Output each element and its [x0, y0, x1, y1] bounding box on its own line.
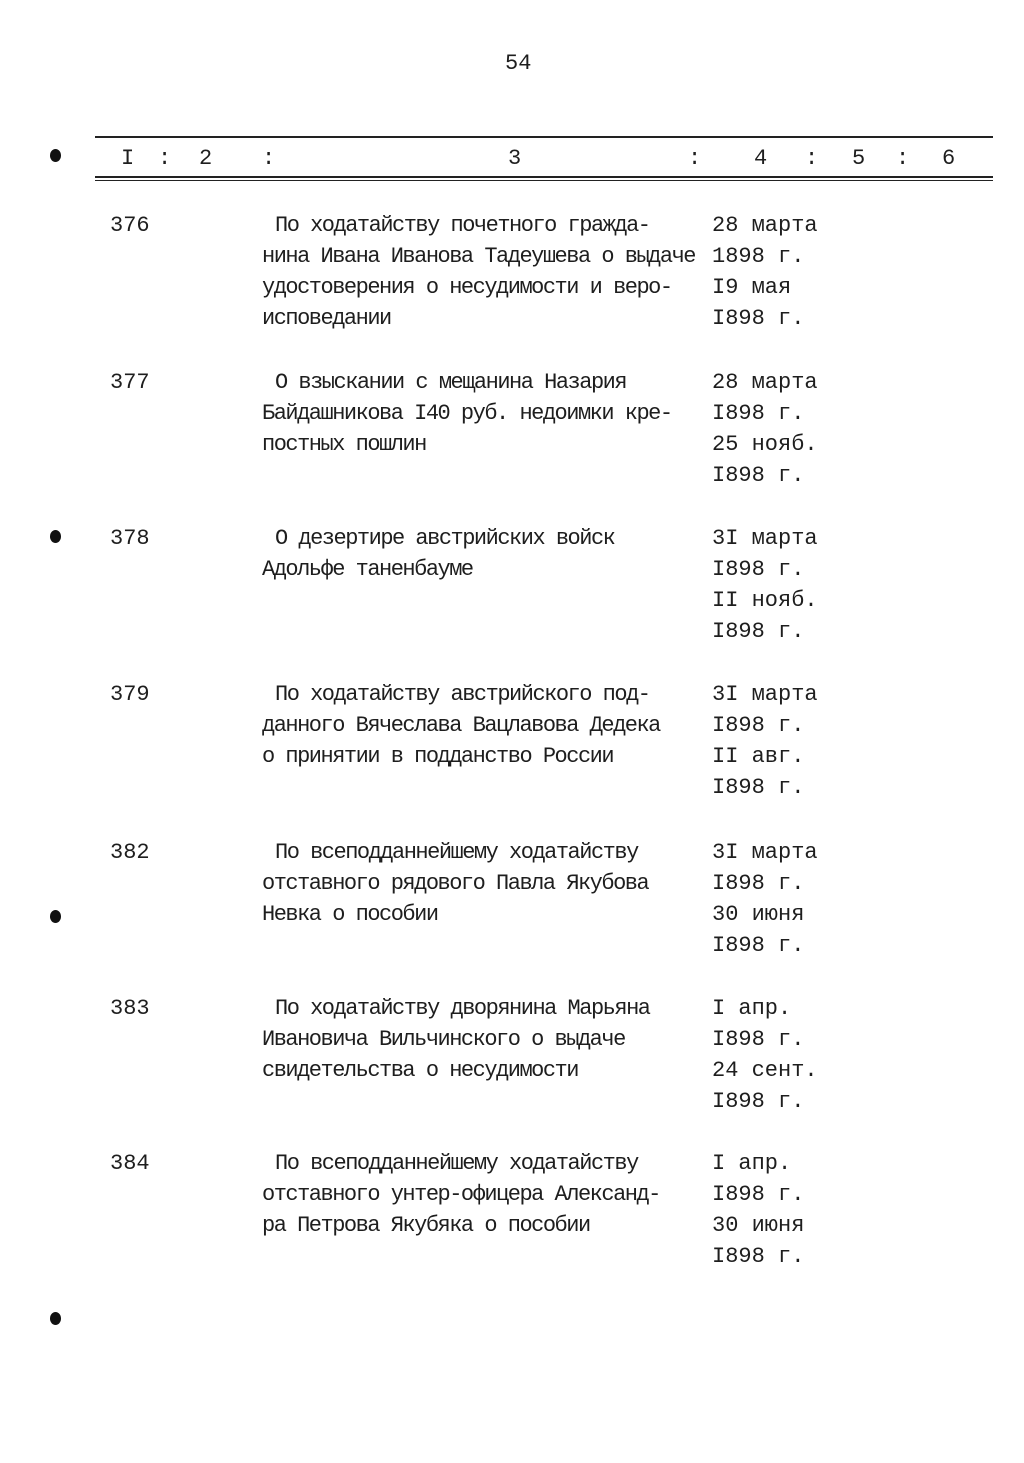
entry-dates [712, 837, 818, 961]
punch-hole-mark [50, 910, 61, 923]
entry-date-line: 30 июня [712, 1213, 805, 1238]
entry-date-line: I898 г. [712, 1244, 805, 1269]
table-row [0, 367, 1024, 507]
col-header-6: 6 [942, 146, 956, 171]
entry-title-line: По ходатайству почетного гражда- [275, 213, 650, 238]
entry-title [262, 993, 704, 1086]
entry-title-line: о принятии в подданство России [262, 744, 614, 769]
table-row [0, 837, 1024, 977]
col-header-4: 4 [754, 146, 768, 171]
entry-title-line: Невка о пособии [262, 902, 438, 927]
entry-date-line: 3I марта [712, 840, 818, 865]
entry-title-line: данного Вячеслава Вацлавова Дедека [262, 713, 660, 738]
entry-dates [712, 210, 818, 334]
col-header-2: 2 [199, 146, 213, 171]
table-row [0, 523, 1024, 663]
entry-number: 382 [110, 840, 150, 865]
entry-title-line: По всеподданнейшему ходатайству [275, 840, 638, 865]
entry-title-line: исповедании [262, 306, 391, 331]
table-row [0, 1148, 1024, 1288]
entry-title-line: По ходатайству дворянина Марьяна [275, 996, 650, 1021]
entry-date-line: 1898 г. [712, 244, 805, 269]
table-row [0, 679, 1024, 819]
entry-date-line: I898 г. [712, 775, 805, 800]
entry-date-line: I898 г. [712, 713, 805, 738]
entry-date-line: I апр. [712, 996, 792, 1021]
entry-number: 383 [110, 996, 150, 1021]
table-row [0, 210, 1024, 350]
entry-title-line: По всеподданнейшему ходатайству [275, 1151, 638, 1176]
entry-dates [712, 993, 818, 1117]
entry-title-line: О дезертире австрийских войск [275, 526, 615, 551]
entry-title-line: отставного унтер-офицера Александ- [262, 1182, 660, 1207]
entry-title [262, 1148, 704, 1241]
entry-date-line: 24 сент. [712, 1058, 818, 1083]
entry-date-line: I898 г. [712, 463, 805, 488]
entry-date-line: II нояб. [712, 588, 818, 613]
punch-hole-mark [50, 530, 61, 543]
entry-title-line: О взыскании с мещанина Назария [275, 370, 627, 395]
header-bottom-rule-2 [95, 180, 993, 181]
col-separator: : [158, 146, 172, 171]
entry-dates [712, 367, 818, 491]
entry-date-line: I898 г. [712, 401, 805, 426]
entry-title [262, 523, 704, 585]
entry-date-line: 3I марта [712, 526, 818, 551]
entry-date-line: I898 г. [712, 1089, 805, 1114]
entry-title-line: постных пошлин [262, 432, 426, 457]
entry-date-line: I898 г. [712, 1182, 805, 1207]
entry-number: 379 [110, 682, 150, 707]
col-separator: : [262, 146, 276, 171]
punch-hole-mark [50, 1312, 61, 1325]
entry-date-line: I898 г. [712, 557, 805, 582]
entry-date-line: I9 мая [712, 275, 792, 300]
entry-date-line: I898 г. [712, 619, 805, 644]
entry-date-line: I апр. [712, 1151, 792, 1176]
col-separator: : [805, 146, 819, 171]
entry-date-line: I898 г. [712, 933, 805, 958]
col-header-1: I [121, 146, 135, 171]
table-row [0, 993, 1024, 1133]
col-header-5: 5 [852, 146, 866, 171]
entry-date-line: I898 г. [712, 871, 805, 896]
entry-number: 376 [110, 213, 150, 238]
entry-title-line: Адольфе таненбауме [262, 557, 473, 582]
entry-date-line: 28 марта [712, 213, 818, 238]
entry-title-line: свидетельства о несудимости [262, 1058, 578, 1083]
entry-number: 377 [110, 370, 150, 395]
entry-dates [712, 679, 818, 803]
entry-title-line: нина Ивана Иванова Тадеушева о выдаче [262, 244, 695, 269]
entry-number: 384 [110, 1151, 150, 1176]
entry-title [262, 367, 704, 460]
page-number: 54 [505, 51, 532, 76]
entry-date-line: I898 г. [712, 1027, 805, 1052]
entry-date-line: 28 марта [712, 370, 818, 395]
entry-title-line: Байдашникова I40 руб. недоимки кре- [262, 401, 672, 426]
entry-title [262, 679, 704, 772]
entry-date-line: II авг. [712, 744, 805, 769]
entry-dates [712, 1148, 804, 1272]
entry-date-line: I898 г. [712, 306, 805, 331]
entry-title-line: По ходатайству австрийского под- [275, 682, 650, 707]
punch-hole-mark [50, 149, 61, 162]
entry-title [262, 210, 704, 334]
col-separator: : [896, 146, 910, 171]
entry-title-line: отставного рядового Павла Якубова [262, 871, 649, 896]
entry-title-line: удостоверения о несудимости и веро- [262, 275, 672, 300]
col-separator: : [688, 146, 702, 171]
entry-date-line: 25 нояб. [712, 432, 818, 457]
entry-title-line: Ивановича Вильчинского о выдаче [262, 1027, 625, 1052]
entry-number: 378 [110, 526, 150, 551]
entry-dates [712, 523, 818, 647]
entry-title [262, 837, 704, 930]
entry-date-line: 3I марта [712, 682, 818, 707]
header-bottom-rule [95, 176, 993, 178]
entry-date-line: 30 июня [712, 902, 805, 927]
header-top-rule [95, 136, 993, 138]
col-header-3: 3 [508, 146, 522, 171]
entry-title-line: ра Петрова Якубяка о пособии [262, 1213, 590, 1238]
